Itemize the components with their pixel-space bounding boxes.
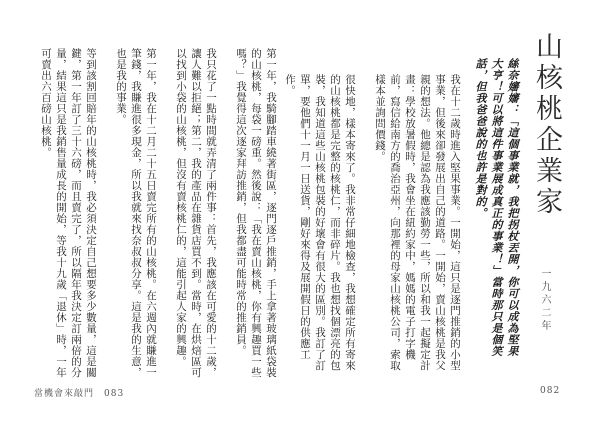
- left-paragraph-2: 我只花了一點時間就弄清了兩件事：首先，我應該在可愛的十二歲，讓人難以拒絕；第二，我的產品在雜貨店買不到。當時，在烘焙區可以找到小袋的山核桃，但沒有賣核桃仁的，這能引起人家的興趣。: [175, 48, 217, 378]
- right-page-footer: 082: [540, 386, 561, 396]
- left-page-body: [28, 48, 278, 378]
- right-paragraph-2: 很快地，樣本寄來了。我非常仔細地檢查，我想確定所有寄來的山核桃都是完整的核桃仁，而非碎片。我也想找個漂亮的包裝，我知道這些山核桃包裝的好壞會有很大的區別。我訂了訂單，要他們十一月一日送貨，剛好來得及展開假日的供應工作。: [284, 74, 356, 371]
- chapter-year: 一九六二年: [539, 268, 550, 333]
- chapter-title: 山核桃企業家: [531, 32, 562, 218]
- left-page-footer: 當機會來敲門 083: [34, 389, 125, 399]
- left-paragraph-1: 第一年，我騎腳踏車繞著街區，逐門逐戶推銷，手上拿著玻璃紙袋裝的山核桃，每袋一磅重。然後說：「我在賣山核桃，你有興趣買一些嗎？」我覺得這次逐家拜訪推銷，但我都盡可能時常的推銷員。: [235, 48, 277, 378]
- left-paragraph-4: 等到該割回賠年的山核桃時，我必須決定自己想要多少數量，這是關鍵，第一年訂了三十六磅，而且賣完了，所以隔年我決定訂兩倍的分量，結果這只是我銷售量成長的開始，等我十九歲「退休」時，一年可賣出六百磅山核桃。: [40, 48, 97, 378]
- right-paragraph-1: 我在十二歲時進入堅果事業。一開始，這只是逐門推銷的小型事業，但後來卻發展出自己的道路。一開始，賣山核桃是我父親的想法。他總是認為我應該勤勞一些，所以和我一起擬定計畫：學校放暑假時，我會坐在紐約家中，媽媽的電子打字機前，寫信給南方的喬治亞州，向那裡的母家山核桃公司，索取樣本並詢問價錢。: [374, 74, 461, 371]
- right-page: [284, 0, 600, 425]
- epigraph: 絲奈嬸嬸：「這個事業就，我把拐杖丟開，你可以成為堅果大亨！可以將這件事業展成真正的事業！」當時那只是個笑話，但我爸爸說的也許是對的。: [474, 58, 519, 357]
- left-paragraph-3: 第一年，我在十二月二十五日賣完所有的山核桃。在六週內就賺進一筆錢，我賺進很多現金，所以我就來找奈叔叔分享。這是我的生意，也是我的事業。: [115, 48, 157, 378]
- right-page-body: [284, 74, 462, 378]
